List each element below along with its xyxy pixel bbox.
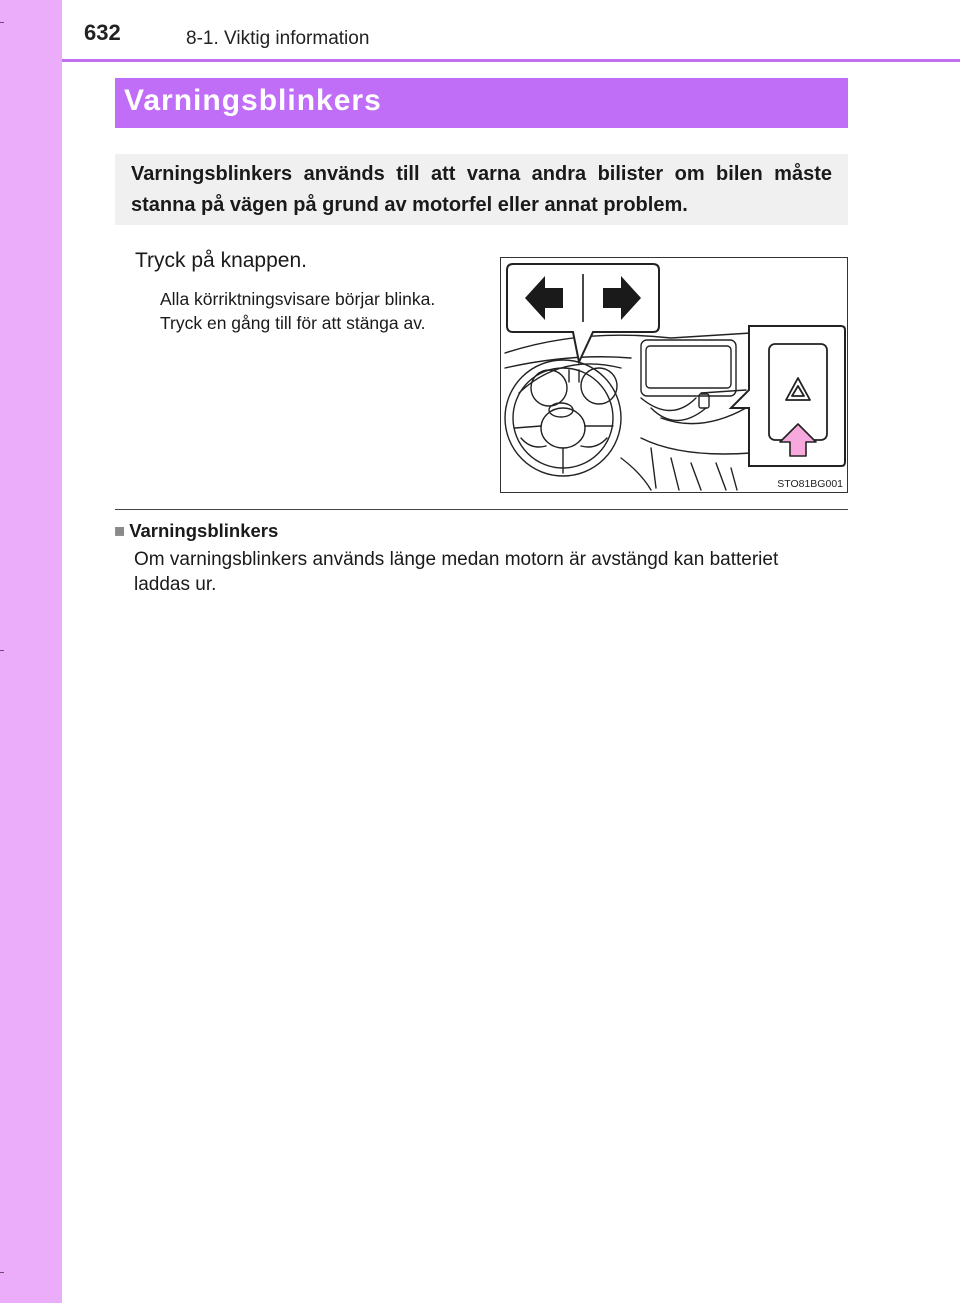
instruction-detail-line: Tryck en gång till för att stänga av.: [160, 313, 426, 333]
dashboard-illustration: [500, 257, 848, 493]
section-divider: [115, 509, 848, 510]
instruction-step: Tryck på knappen.: [135, 249, 307, 272]
instruction-detail-line: Alla körriktningsvisare börjar blinka.: [160, 289, 436, 309]
side-margin-strip: [0, 0, 62, 1303]
intro-text: Varningsblinkers används till att varna andra bilister om bilen måste stanna på vägen på grund av motorfel eller annat problem.: [131, 163, 832, 216]
page-number: 632: [84, 20, 121, 45]
note-body-line: Om varningsblinkers används länge medan motorn är avstängd kan batteriet: [134, 549, 779, 570]
instruction-detail: [160, 287, 435, 335]
header-rule: [62, 59, 960, 62]
title-bar: [115, 78, 848, 128]
note-heading-text: Varningsblinkers: [129, 520, 279, 541]
crop-mark: [0, 22, 4, 23]
note-body: [134, 547, 848, 597]
note-body-line: laddas ur.: [134, 574, 217, 595]
section-label: 8-1. Viktig information: [186, 28, 370, 49]
intro-box: [115, 154, 848, 225]
dashboard-drawing: [501, 258, 848, 493]
figure-code: STO81BG001: [777, 478, 843, 490]
square-bullet-icon: ■: [114, 520, 126, 541]
note-heading: [114, 520, 278, 542]
crop-mark: [0, 650, 4, 651]
crop-mark: [0, 1272, 4, 1273]
page-title: Varningsblinkers: [124, 84, 382, 117]
